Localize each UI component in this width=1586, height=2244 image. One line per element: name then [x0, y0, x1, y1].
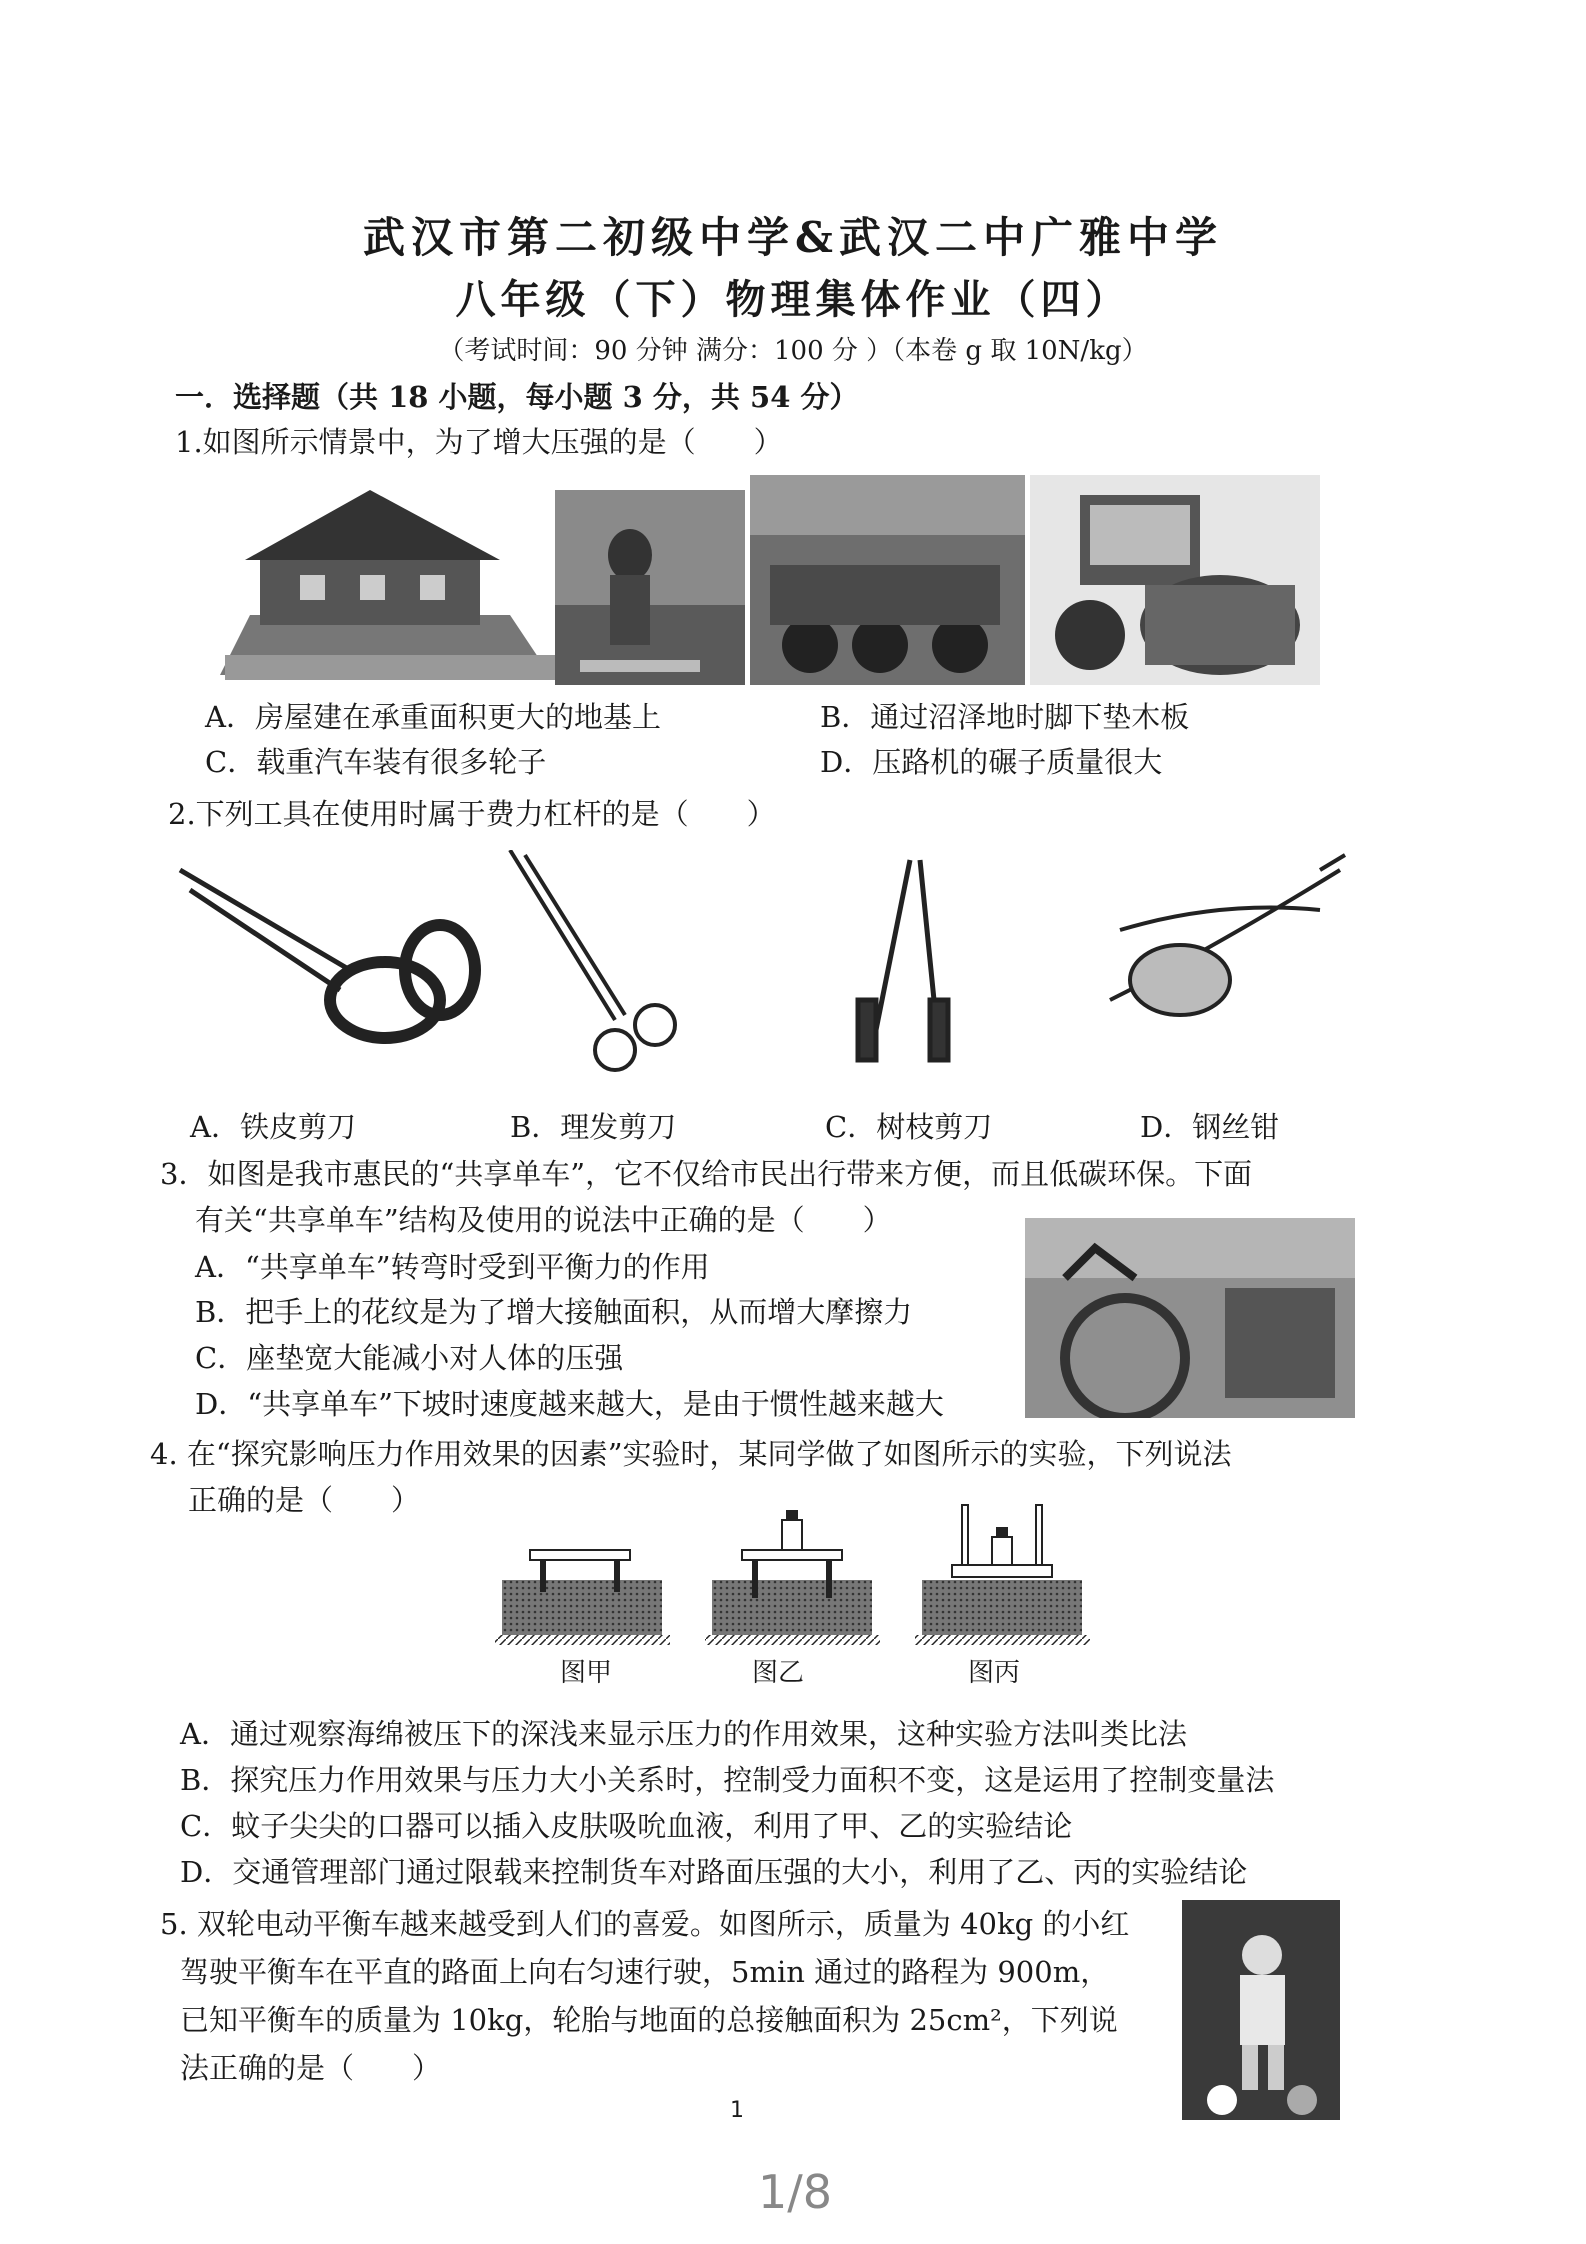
q2-option-c: C．树枝剪刀 [825, 1110, 993, 1144]
title-line2: 八年级（下）物理集体作业（四） [455, 276, 1131, 323]
q4-stem-line1: 4. 在“探究影响压力作用效果的因素”实验时，某同学做了如图所示的实验，下列说法 [150, 1437, 1232, 1471]
swamp-photo [555, 490, 745, 685]
pliers-image [1110, 855, 1345, 1015]
house-photo [210, 475, 555, 685]
q1-stem: 1.如图所示情景中，为了增大压强的是（ ） [175, 425, 783, 459]
branch-shears-image [858, 860, 948, 1060]
figure-jia [495, 1550, 670, 1645]
page-number: 1 [730, 2098, 744, 2123]
q4-option-a: A．通过观察海绵被压下的深浅来显示压力的作用效果，这种实验方法叫类比法 [180, 1717, 1187, 1751]
exam-note: （考试时间：90 分钟 满分：100 分 ）（本卷 g 取 10N/kg） [438, 336, 1148, 366]
q3-option-d: D．“共享单车”下坡时速度越来越大，是由于惯性越来越大 [195, 1387, 944, 1421]
title-line1: 武汉市第二初级中学&武汉二中广雅中学 [363, 213, 1223, 262]
q2-option-b: B．理发剪刀 [510, 1110, 677, 1144]
q5-line4: 法正确的是（ ） [180, 2051, 442, 2085]
figure-yi-label: 图乙 [752, 1658, 805, 1688]
q1-option-b: B．通过沼泽地时脚下垫木板 [820, 700, 1190, 734]
tin-snips-image [180, 870, 475, 1038]
q2-option-a: A．铁皮剪刀 [190, 1110, 356, 1144]
q2-tools [170, 850, 1370, 1080]
figure-jia-label: 图甲 [560, 1658, 613, 1688]
barber-scissors-image [510, 850, 675, 1070]
figure-bing-label: 图丙 [968, 1658, 1021, 1688]
q3-stem-line2: 有关“共享单车”结构及使用的说法中正确的是（ ） [195, 1203, 892, 1237]
q3-option-c: C．座垫宽大能减小对人体的压强 [195, 1341, 624, 1375]
q4-option-b: B．探究压力作用效果与压力大小关系时，控制受力面积不变，这是运用了控制变量法 [180, 1763, 1275, 1797]
figure-yi [705, 1510, 880, 1645]
q2-stem: 2.下列工具在使用时属于费力杠杆的是（ ） [168, 797, 776, 831]
q3-option-a: A．“共享单车”转弯时受到平衡力的作用 [195, 1250, 710, 1284]
shared-bike-photo [1025, 1218, 1355, 1418]
q4-option-d: D．交通管理部门通过限载来控制货车对路面压强的大小，利用了乙、丙的实验结论 [180, 1855, 1248, 1889]
q1-photos [210, 475, 1320, 685]
q3-stem-line1: 3．如图是我市惠民的“共享单车”，它不仅给市民出行带来方便，而且低碳环保。下面 [160, 1157, 1253, 1191]
q5-line1: 5. 双轮电动平衡车越来越受到人们的喜爱。如图所示，质量为 40kg 的小红 [160, 1907, 1130, 1941]
section-heading: 一．选择题（共 18 小题，每小题 3 分，共 54 分） [175, 380, 859, 414]
balance-scooter-photo [1182, 1900, 1340, 2120]
page-indicator: 1/8 [758, 2165, 833, 2219]
q4-option-c: C．蚊子尖尖的口器可以插入皮肤吸吮血液，利用了甲、乙的实验结论 [180, 1809, 1073, 1843]
figure-bing [915, 1505, 1090, 1645]
q5-line2: 驾驶平衡车在平直的路面上向右匀速行驶，5min 通过的路程为 900m， [180, 1955, 1110, 1989]
q1-option-c: C．载重汽车装有很多轮子 [205, 745, 547, 779]
q3-option-b: B．把手上的花纹是为了增大接触面积，从而增大摩擦力 [195, 1295, 913, 1329]
truck-photo [750, 475, 1025, 685]
q5-line3: 已知平衡车的质量为 10kg，轮胎与地面的总接触面积为 25cm²，下列说 [180, 2003, 1118, 2037]
q2-option-d: D．钢丝钳 [1140, 1110, 1280, 1144]
q1-option-a: A．房屋建在承重面积更大的地基上 [205, 700, 661, 734]
road-roller-photo [1030, 475, 1320, 685]
q1-option-d: D．压路机的碾子质量很大 [820, 745, 1163, 779]
q4-experiment-figures [490, 1495, 1110, 1645]
q4-stem-line2: 正确的是（ ） [188, 1483, 421, 1517]
